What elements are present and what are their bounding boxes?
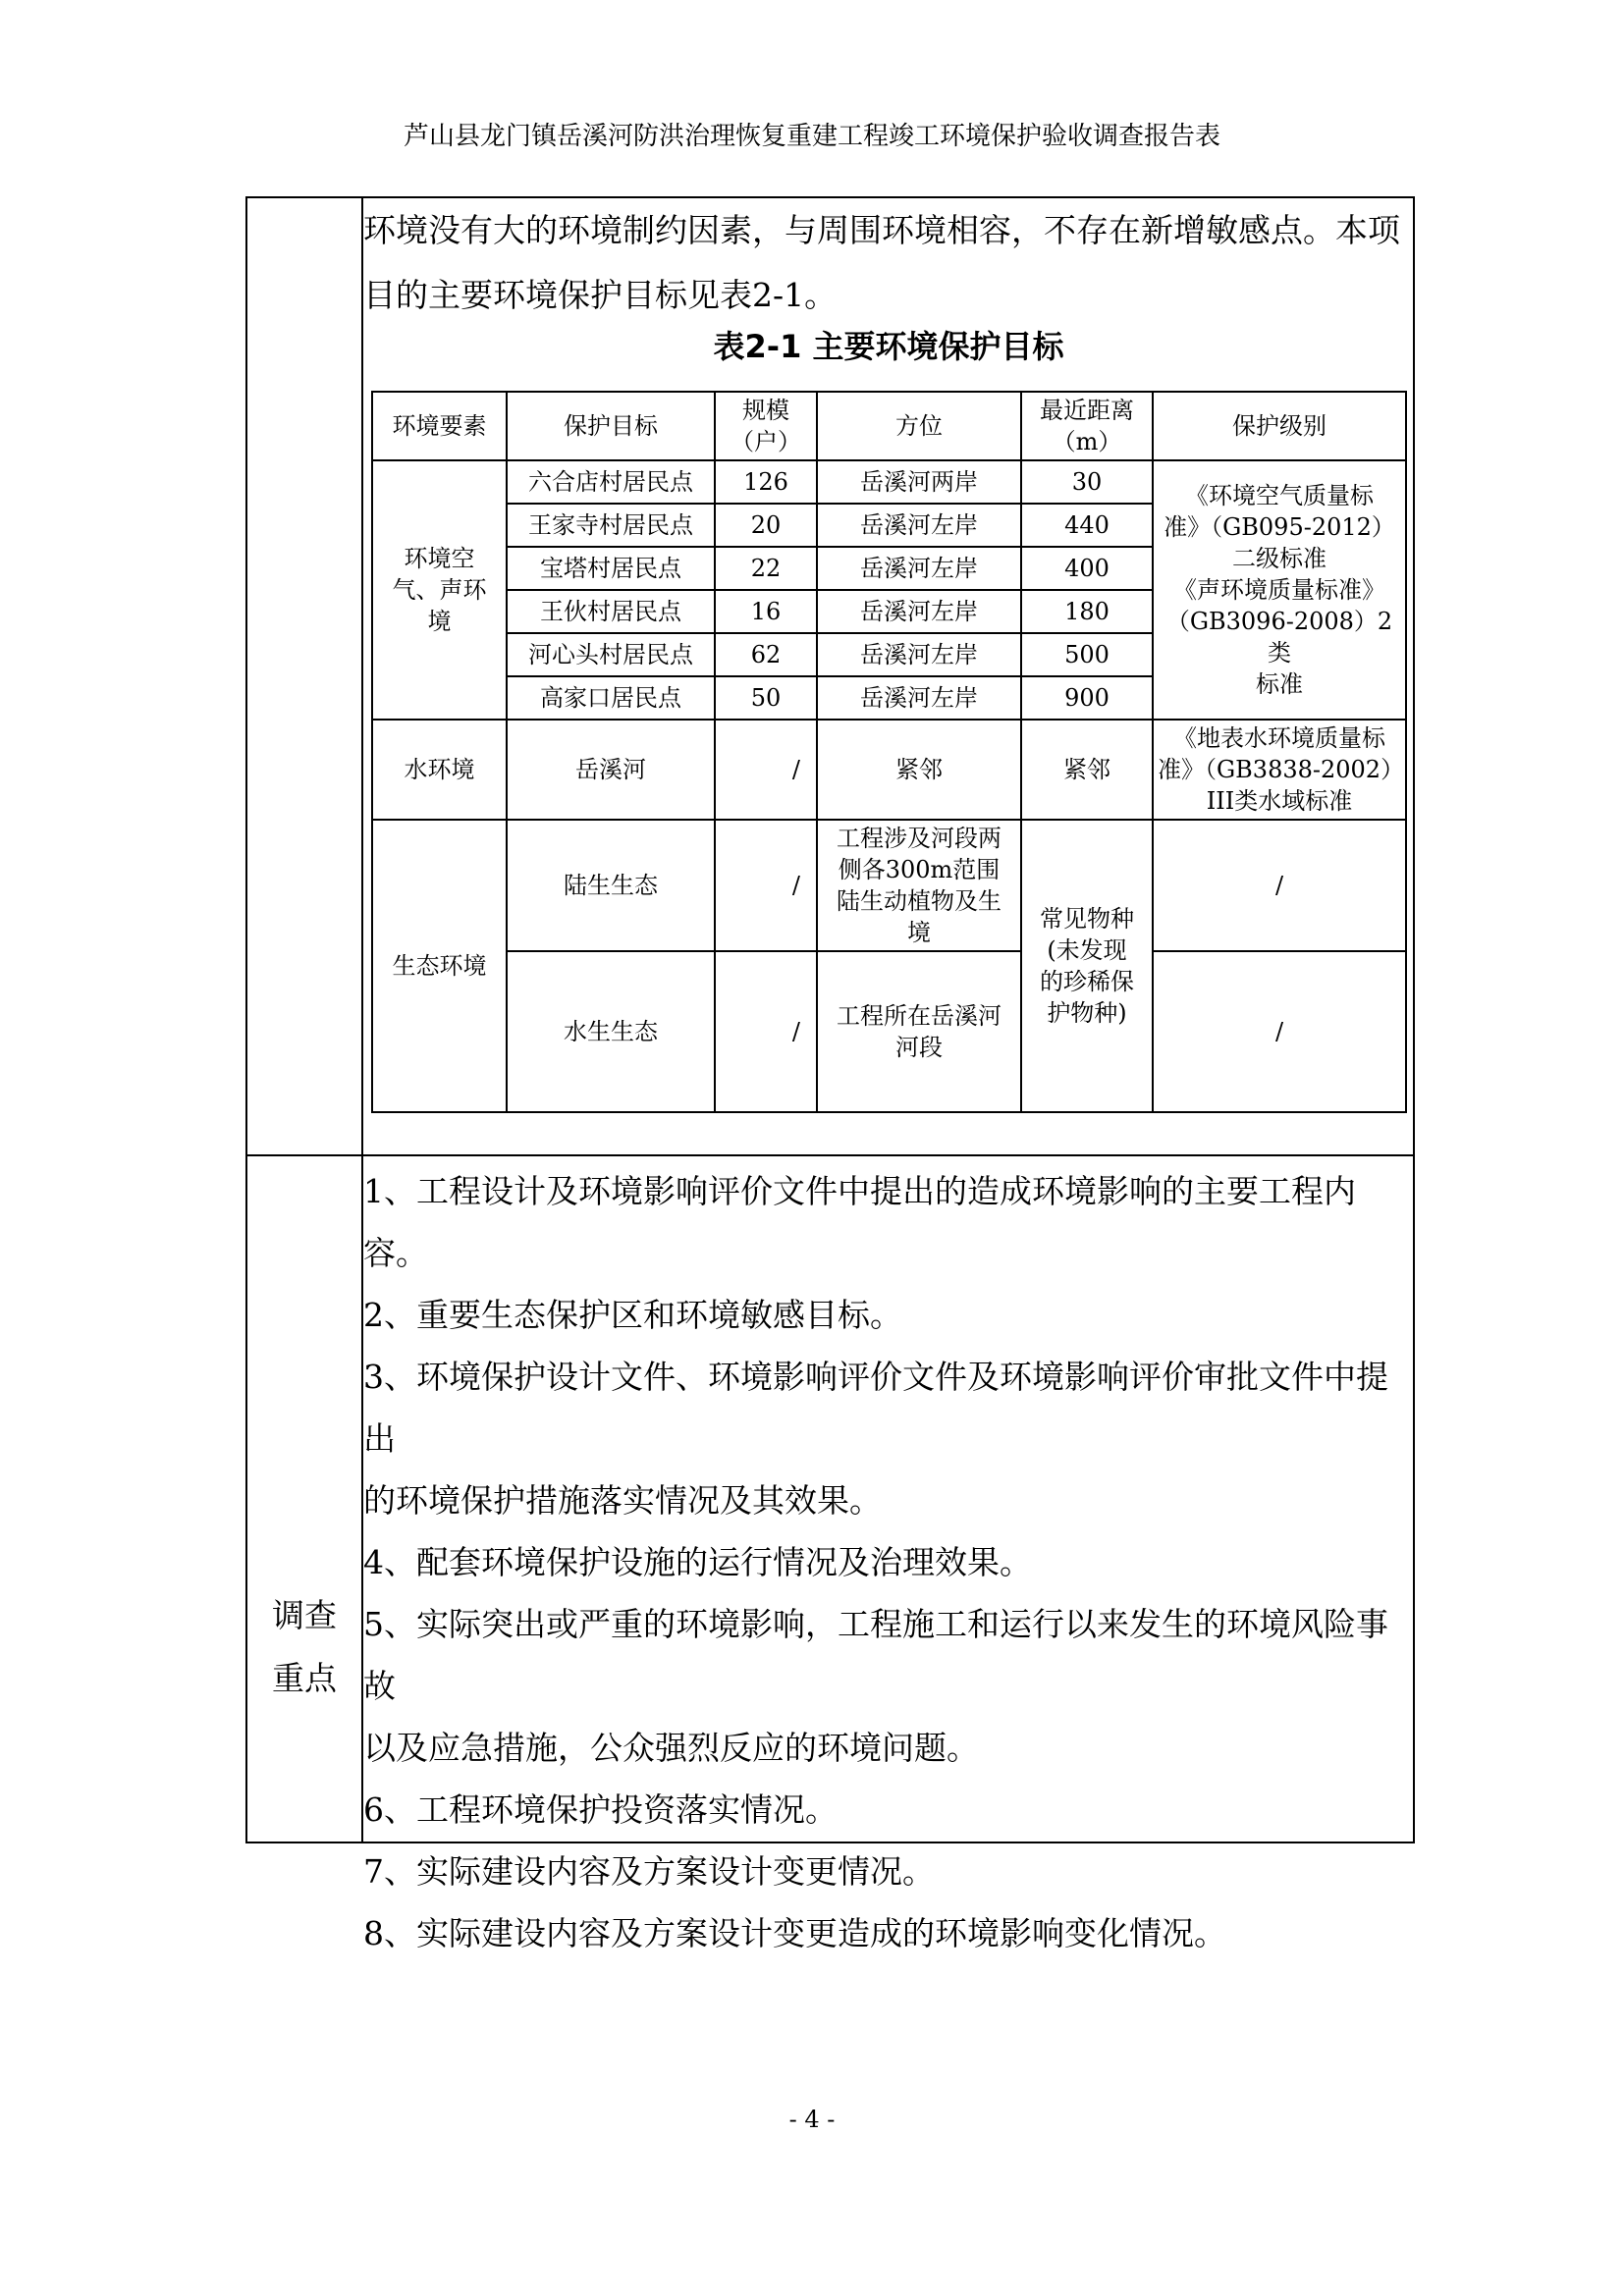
protection-targets-table: [371, 391, 1407, 1113]
eco-distance-cell: 常见物种 (未发现 的珍稀保 护物种): [1021, 820, 1153, 1112]
list-item: 7、实际建设内容及方案设计变更情况。: [363, 1852, 935, 1891]
air-element-cell: 环境空 气、声环 境: [372, 460, 507, 720]
eco-element-cell: 生态环境: [372, 820, 507, 1112]
distance-cell: 180: [1021, 590, 1153, 633]
target-cell: 王家寺村居民点: [507, 504, 715, 547]
header-distance: 最近距离 （m）: [1021, 392, 1153, 460]
air-level-cell: 《环境空气质量标 准》（GB095-2012） 二级标准 《声环境质量标准》 （GB3096-2008）2类 标准: [1153, 460, 1406, 720]
page-number: - 4 -: [788, 2106, 836, 2133]
header-target: 保护目标: [507, 392, 715, 460]
list-item: 3、环境保护设计文件、环境影响评价文件及环境影响评价审批文件中提出: [363, 1358, 1388, 1458]
water-element-cell: 水环境: [372, 720, 507, 820]
level-cell: /: [1153, 951, 1406, 1112]
direction-cell: 岳溪河左岸: [817, 676, 1021, 720]
header-direction: 方位: [817, 392, 1021, 460]
target-cell: 岳溪河: [507, 720, 715, 820]
distance-cell: 30: [1021, 460, 1153, 504]
target-cell: 陆生生态: [507, 820, 715, 951]
scale-cell: 126: [715, 460, 817, 504]
table-title: 表2-1 主要环境保护目标: [713, 328, 1064, 365]
table-header-row: [372, 392, 1406, 460]
intro-line-1: 环境没有大的环境制约因素，与周围环境相容，不存在新增敏感点。本项: [363, 211, 1400, 249]
scale-cell: 22: [715, 547, 817, 590]
survey-focus-label: 调查 重点: [272, 1596, 337, 1697]
list-item: 4、配套环境保护设施的运行情况及治理效果。: [363, 1543, 1032, 1581]
direction-cell: 岳溪河左岸: [817, 547, 1021, 590]
target-cell: 王伙村居民点: [507, 590, 715, 633]
target-cell: 宝塔村居民点: [507, 547, 715, 590]
direction-cell: 岳溪河两岸: [817, 460, 1021, 504]
direction-cell: 工程涉及河段两 侧各300m范围 陆生动植物及生 境: [817, 820, 1021, 951]
distance-cell: 900: [1021, 676, 1153, 720]
distance-cell: 400: [1021, 547, 1153, 590]
direction-cell: 岳溪河左岸: [817, 590, 1021, 633]
list-item: 8、实际建设内容及方案设计变更造成的环境影响变化情况。: [363, 1914, 1226, 1952]
water-level-cell: 《地表水环境质量标 准》（GB3838-2002） III类水域标准: [1153, 720, 1406, 820]
running-header: 芦山县龙门镇岳溪河防洪治理恢复重建工程竣工环境保护验收调查报告表: [403, 122, 1220, 151]
distance-cell: 500: [1021, 633, 1153, 676]
list-item: 以及应急措施，公众强烈反应的环境问题。: [363, 1729, 979, 1767]
table-row: [372, 951, 1406, 1112]
header-level: 保护级别: [1153, 392, 1406, 460]
row-divider: [247, 1154, 1413, 1156]
direction-cell: 工程所在岳溪河 河段: [817, 951, 1021, 1112]
list-item: 6、工程环境保护投资落实情况。: [363, 1790, 838, 1829]
scale-cell: /: [715, 720, 817, 820]
target-cell: 河心头村居民点: [507, 633, 715, 676]
level-cell: /: [1153, 820, 1406, 951]
table-row: [372, 460, 1406, 504]
header-scale: 规模 （户）: [715, 392, 817, 460]
intro-paragraph: [363, 198, 1414, 328]
list-item: 2、重要生态保护区和环境敏感目标。: [363, 1296, 902, 1334]
scale-cell: 16: [715, 590, 817, 633]
scale-cell: /: [715, 820, 817, 951]
list-item: 5、实际突出或严重的环境影响，工程施工和运行以来发生的环境风险事故: [363, 1605, 1388, 1705]
direction-cell: 岳溪河左岸: [817, 504, 1021, 547]
target-cell: 水生生态: [507, 951, 715, 1112]
distance-cell: 440: [1021, 504, 1153, 547]
header-element: 环境要素: [372, 392, 507, 460]
scale-cell: /: [715, 951, 817, 1112]
distance-cell: 紧邻: [1021, 720, 1153, 820]
scale-cell: 62: [715, 633, 817, 676]
scale-cell: 20: [715, 504, 817, 547]
target-cell: 高家口居民点: [507, 676, 715, 720]
direction-cell: 岳溪河左岸: [817, 633, 1021, 676]
list-item: 的环境保护措施落实情况及其效果。: [363, 1481, 882, 1520]
table-row: [372, 820, 1406, 951]
direction-cell: 紧邻: [817, 720, 1021, 820]
target-cell: 六合店村居民点: [507, 460, 715, 504]
intro-line-2: 目的主要环境保护目标见表2-1。: [363, 276, 838, 314]
survey-focus-list: [363, 1160, 1414, 1964]
table-row: [372, 720, 1406, 820]
scale-cell: 50: [715, 676, 817, 720]
report-frame: [245, 196, 1415, 1952]
list-item: 1、工程设计及环境影响评价文件中提出的造成环境影响的主要工程内容。: [363, 1172, 1356, 1272]
